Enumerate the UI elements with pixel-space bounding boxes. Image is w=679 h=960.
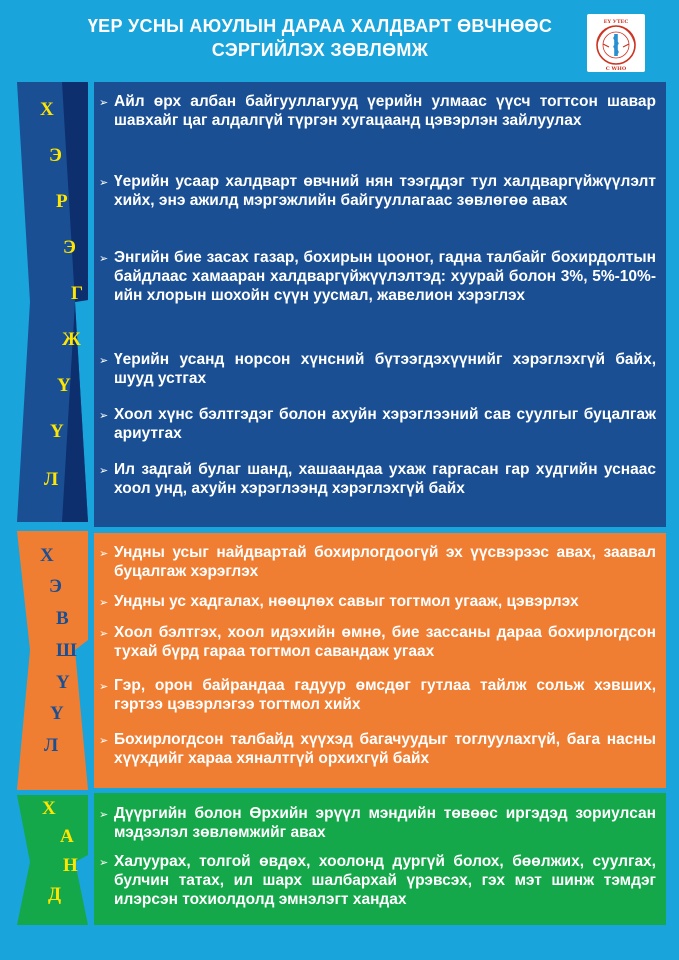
list-item: ➢ Дүүргийн болон Өрхийн эрүүл мэндийн төвөөс иргэдэд зориулсан мэдээлэл зөвлөмжийг авах bbox=[99, 805, 656, 841]
ribbon-letter: Н bbox=[63, 855, 78, 876]
arrow-bullet-icon: ➢ bbox=[99, 355, 109, 367]
organization-logo bbox=[587, 14, 645, 72]
prevention-panel-blue bbox=[94, 82, 666, 527]
ribbon-letter: Э bbox=[49, 145, 62, 166]
logo-text-top: ЕҮ УТЕС bbox=[603, 19, 629, 25]
arrow-bullet-icon: ➢ bbox=[99, 681, 109, 693]
list-item: ➢ Ундны усыг найдвартай бохирлогдоогүй эх үүсвэрээс авах, заавал буцалгаж хэрэглэх bbox=[99, 544, 656, 580]
arrow-bullet-icon: ➢ bbox=[99, 735, 109, 747]
list-item: ➢ Хоол бэлтгэх, хоол идэхийн өмнө, бие зассаны дараа бохирлогдсон тухай бүрд гараа тогтмол савандаж угаах bbox=[99, 624, 656, 660]
ribbon-letter: Х bbox=[40, 545, 54, 566]
arrow-bullet-icon: ➢ bbox=[99, 628, 109, 640]
ribbon-letter: В bbox=[56, 608, 69, 629]
ribbon-letter: Э bbox=[49, 576, 62, 597]
ribbon-letter: Р bbox=[56, 191, 68, 212]
ribbon-letter: Х bbox=[40, 99, 54, 120]
arrow-bullet-icon: ➢ bbox=[99, 809, 109, 821]
ribbon-letter: Ү bbox=[50, 703, 64, 724]
arrow-bullet-icon: ➢ bbox=[99, 97, 109, 109]
title-line-2: СЭРГИЙЛЭХ ЗӨВЛӨМЖ bbox=[211, 40, 429, 60]
list-item: ➢ Халуурах, толгой өвдөх, хоолонд дургүй болох, бөөлжих, суулгах, булчин татах, ил шарх шалбархай үрэвсэх, гэх мэт шинж тэмдэг илэрсэн тохиолдолд эмнэлэгт хандах bbox=[99, 853, 656, 908]
ribbon-letter: Ү bbox=[56, 672, 70, 693]
arrow-bullet-icon: ➢ bbox=[99, 857, 109, 869]
arrow-bullet-icon: ➢ bbox=[99, 177, 109, 189]
arrow-bullet-icon: ➢ bbox=[99, 548, 109, 560]
arrow-bullet-icon: ➢ bbox=[99, 465, 109, 477]
list-item: ➢ Үерийн усанд норсон хүнсний бүтээгдэхүүнийг хэрэглэхгүй байх, шууд устгах bbox=[99, 351, 656, 387]
list-item: ➢ Ил задгай булаг шанд, хашаандаа ухаж гаргасан гар худгийн уснаас хоол унд, ахуйн хэрэглээнд хэрэглэхгүй байх bbox=[99, 461, 656, 497]
logo-text-bottom: С WHO bbox=[605, 66, 627, 72]
hygiene-panel-orange bbox=[94, 533, 666, 788]
list-item: ➢ Айл өрх албан байгууллагууд үерийн улмаас үүсч тогтсон шавар шавхайг цаг алдалгүй түргэн хугацаанд цэвэрлэн зайлуулах bbox=[99, 93, 656, 129]
list-item: ➢ Гэр, орон байрандаа гадуур өмсдөг гутлаа тайлж сольж хэвших, гэртээ цэвэрлэгээ тогтмол хийх bbox=[99, 677, 656, 713]
list-item: ➢ Ундны ус хадгалах, нөөцлөх савыг тогтмол угааж, цэвэрлэх bbox=[114, 592, 656, 611]
ribbon-letter: Д bbox=[48, 884, 62, 905]
page-title bbox=[60, 14, 580, 62]
list-item: ➢ Бохирлогдсон талбайд хүүхэд багачуудыг тоглуулахгүй, бага насны хүүхдийг хараа хяналтгүй орхихгүй байх bbox=[99, 731, 656, 767]
list-item: ➢ Үерийн усаар халдварт өвчний нян тээгддэг тул халдваргүйжүүлэлт хийх, энэ ажилд мэргэжлийн байгууллагаас зөвлөгөө авах bbox=[99, 173, 656, 209]
emblem-icon bbox=[587, 14, 645, 72]
ribbon-letter: Э bbox=[63, 237, 76, 258]
seek-care-panel-green bbox=[94, 793, 666, 925]
title-line-1: ҮЕР УСНЫ АЮУЛЫН ДАРАА ХАЛДВАРТ ӨВЧНӨӨС bbox=[87, 16, 553, 36]
arrow-bullet-icon: ➢ bbox=[99, 253, 109, 265]
list-item: ➢ Хоол хүнс бэлтгэдэг болон ахуйн хэрэглээний сав суулгыг буцалгаж ариутгах bbox=[99, 406, 656, 442]
ribbon-letter: Ү bbox=[50, 421, 64, 442]
ribbon-letter: Л bbox=[44, 469, 59, 490]
ribbon-letter: Ш bbox=[56, 640, 77, 661]
arrow-bullet-icon: ➢ bbox=[99, 597, 109, 609]
ribbon-letter: Л bbox=[44, 735, 59, 756]
ribbon-letter: Ү bbox=[57, 375, 71, 396]
ribbon-letter: Г bbox=[71, 283, 84, 304]
ribbon-letter: А bbox=[60, 826, 74, 847]
list-item: ➢ Энгийн бие засах газар, бохирын цооног, гадна талбайг бохирдолтын байдлаас хамааран халдваргүйжүүлэлтэд: хуурай болон 3%, 5%-10%-ийн хлорын шохойн сүүн уусмал, жавелион хэрэглэх bbox=[99, 249, 656, 304]
ribbon-letter: Х bbox=[42, 798, 56, 819]
ribbon-letter: Ж bbox=[62, 329, 81, 350]
arrow-bullet-icon: ➢ bbox=[99, 410, 109, 422]
